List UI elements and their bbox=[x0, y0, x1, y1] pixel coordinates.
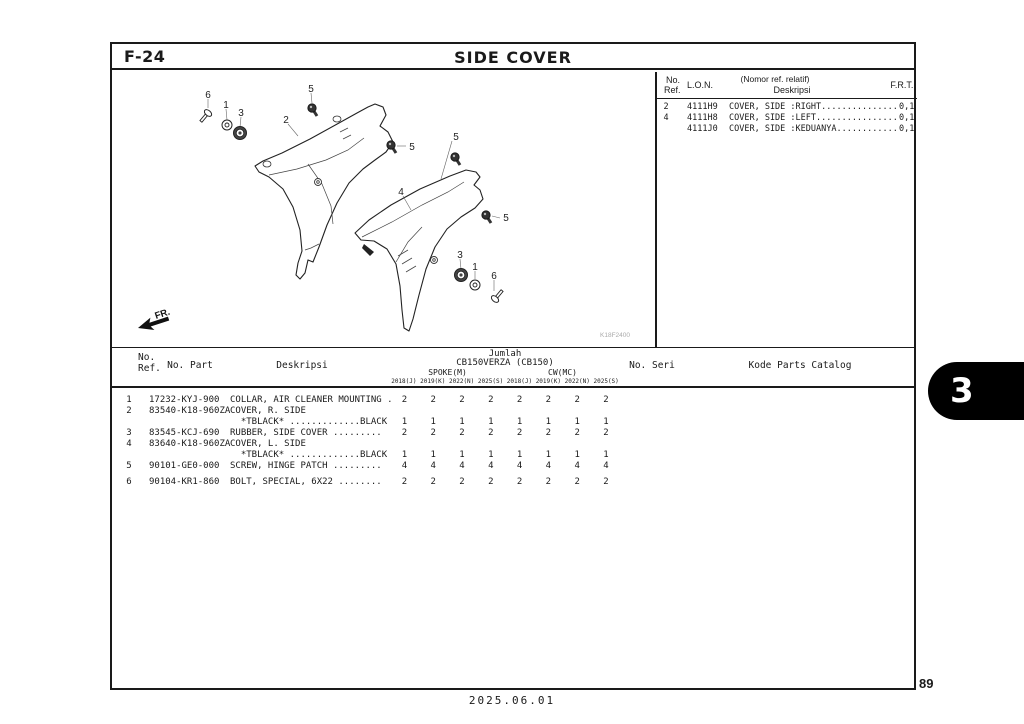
ref-cell bbox=[112, 417, 146, 428]
ref-col-no: No. bbox=[666, 75, 681, 85]
col-model: CB150VERZA (CB150) bbox=[456, 358, 554, 368]
fr-arrow-label: FR. bbox=[153, 306, 172, 322]
ref-cell bbox=[112, 450, 146, 461]
qty-cell: 2 bbox=[574, 477, 580, 487]
qty-cell: 4 bbox=[603, 461, 609, 471]
qty-cell: 2 bbox=[574, 395, 580, 405]
desc-cell: SCREW, HINGE PATCH ......... bbox=[230, 461, 382, 471]
desc-cell: RUBBER, SIDE COVER ......... bbox=[230, 428, 382, 438]
qty-cell: 4 bbox=[430, 461, 436, 471]
callout-2: 2 bbox=[283, 115, 289, 126]
qty-cell: 4 bbox=[516, 461, 523, 471]
callout-5: 5 bbox=[409, 142, 415, 153]
ref-col-deskripsi: Deskripsi bbox=[773, 85, 811, 95]
qty-cell: 2 bbox=[459, 428, 465, 438]
col-jumlah: Jumlah bbox=[488, 349, 522, 359]
desc-cell: COVER, SIDE :LEFT................ bbox=[729, 113, 898, 123]
col-spoke: SPOKE(M) bbox=[428, 368, 467, 377]
callout-5: 5 bbox=[503, 213, 509, 224]
qty-cell: 2 bbox=[545, 395, 552, 405]
desc-cell: *TBLACK* .............BLACK bbox=[230, 417, 388, 427]
qty-cell: 2 bbox=[516, 477, 523, 487]
desc-cell: BOLT, SPECIAL, 6X22 ........ bbox=[230, 477, 382, 487]
qty-cell: 1 bbox=[574, 450, 580, 460]
table-row bbox=[112, 439, 914, 450]
col-no-part: No. Part bbox=[167, 360, 213, 371]
qty-cell: 2 bbox=[401, 477, 408, 487]
qty-cell: 2 bbox=[603, 428, 609, 438]
frt-cell: 0,1 bbox=[899, 102, 915, 112]
ref-col-relatif: (Nomor ref. relatif) bbox=[740, 74, 810, 84]
qty-cell: 1 bbox=[574, 417, 580, 427]
callout-3: 3 bbox=[457, 250, 463, 261]
ref-cell: 2 bbox=[663, 102, 669, 112]
callout-5: 5 bbox=[453, 132, 459, 143]
screw-glyph bbox=[387, 141, 396, 153]
qty-cell: 2 bbox=[459, 395, 465, 405]
parts-table-rows bbox=[112, 392, 914, 488]
qty-cell: 1 bbox=[430, 417, 436, 427]
col-ref: Ref. bbox=[138, 363, 161, 374]
qty-cell: 2 bbox=[516, 428, 523, 438]
qty-cell: 2 bbox=[488, 428, 494, 438]
page-title: SIDE COVER bbox=[454, 48, 572, 67]
chapter-tab bbox=[928, 362, 1024, 420]
qty-cell: 2 bbox=[516, 395, 523, 405]
exploded-diagram bbox=[112, 72, 655, 347]
bolt-glyph bbox=[198, 108, 213, 124]
top-section bbox=[112, 72, 914, 347]
table-row bbox=[112, 417, 914, 428]
qty-cell: 1 bbox=[401, 417, 408, 427]
qty-cell: 1 bbox=[459, 417, 465, 427]
grommet-glyph bbox=[234, 127, 247, 140]
qty-cell: 2 bbox=[401, 428, 408, 438]
desc-cell: COVER, R. SIDE bbox=[230, 406, 306, 416]
footer-date: 2025.06.01 bbox=[468, 694, 556, 707]
qty-cell: 2 bbox=[430, 395, 436, 405]
qty-cell: 2 bbox=[545, 477, 552, 487]
ref-cell bbox=[657, 124, 675, 135]
part-cell: 83545-KCJ-690 bbox=[149, 428, 220, 438]
desc-cell: COLLAR, AIR CLEANER MOUNTING . bbox=[230, 395, 393, 405]
ref-table-row bbox=[657, 102, 917, 113]
table-row bbox=[112, 477, 914, 488]
qty-cell: 1 bbox=[430, 450, 436, 460]
bolt-glyph bbox=[490, 288, 505, 304]
ref-cell: 4 bbox=[663, 113, 669, 123]
qty-cell: 1 bbox=[545, 417, 552, 427]
years-row: 2018(J) 2019(K) 2022(N) 2025(S) 2018(J) 2019(K) 2022(N) 2025(S) bbox=[391, 378, 619, 385]
page-number: 89 bbox=[919, 676, 934, 691]
screw-glyph bbox=[308, 104, 317, 116]
qty-cell: 2 bbox=[545, 428, 552, 438]
qty-cell: 2 bbox=[488, 395, 494, 405]
ref-variant-panel bbox=[655, 72, 917, 347]
collar-glyph bbox=[470, 280, 480, 290]
part-cell: 83540-K18-960ZA bbox=[149, 406, 231, 416]
qty-cell: 4 bbox=[459, 461, 465, 471]
callout-4: 4 bbox=[398, 187, 404, 198]
desc-cell: COVER, L. SIDE bbox=[230, 439, 306, 449]
col-cw: CW(MC) bbox=[548, 368, 577, 377]
callout-5: 5 bbox=[308, 84, 314, 95]
qty-cell: 1 bbox=[401, 450, 408, 460]
qty-cell: 1 bbox=[603, 417, 609, 427]
frt-cell: 0,1 bbox=[899, 124, 915, 134]
qty-cell: 2 bbox=[488, 477, 494, 487]
page-frame bbox=[110, 42, 916, 690]
chapter-tab-number: 3 bbox=[950, 371, 974, 411]
ref-col-frt: F.R.T. bbox=[890, 80, 914, 90]
ref-cell: 1 bbox=[126, 395, 132, 405]
desc-cell: COVER, SIDE :KEDUANYA............ bbox=[729, 124, 898, 134]
callout-1: 1 bbox=[223, 100, 229, 111]
callout-3: 3 bbox=[238, 108, 244, 119]
lon-cell: 4111H9 bbox=[687, 102, 718, 112]
ref-cell: 2 bbox=[126, 406, 132, 416]
qty-cell: 2 bbox=[574, 428, 580, 438]
table-row bbox=[112, 428, 914, 439]
qty-cell: 2 bbox=[401, 395, 408, 405]
ref-cell: 4 bbox=[126, 439, 132, 449]
ref-table-row bbox=[657, 113, 917, 124]
ref-table-header bbox=[657, 72, 917, 99]
col-deskripsi: Deskripsi bbox=[276, 360, 328, 371]
desc-cell: COVER, SIDE :RIGHT............... bbox=[729, 102, 898, 112]
col-kode: Kode Parts Catalog bbox=[748, 360, 852, 371]
side-cover-figure bbox=[112, 72, 655, 347]
qty-cell: 2 bbox=[603, 395, 609, 405]
qty-cell: 2 bbox=[459, 477, 465, 487]
part-cell bbox=[146, 450, 230, 461]
screw-glyph bbox=[451, 153, 460, 165]
part-cell: 90101-GE0-000 bbox=[149, 461, 220, 471]
parts-table-header bbox=[112, 347, 914, 388]
ref-table-rows bbox=[657, 102, 917, 135]
qty-cell: 1 bbox=[459, 450, 465, 460]
ref-cell: 6 bbox=[126, 477, 132, 487]
collar-glyph bbox=[222, 120, 232, 130]
qty-cell: 1 bbox=[488, 417, 494, 427]
lon-cell: 4111J0 bbox=[687, 124, 718, 134]
qty-cell: 1 bbox=[545, 450, 552, 460]
part-cell: 90104-KR1-860 bbox=[149, 477, 220, 487]
callout-1: 1 bbox=[472, 262, 478, 273]
qty-cell: 1 bbox=[488, 450, 494, 460]
qty-cell: 1 bbox=[516, 450, 523, 460]
table-row bbox=[112, 395, 914, 406]
col-no-seri: No. Seri bbox=[629, 360, 675, 371]
table-row bbox=[112, 450, 914, 461]
callout-6: 6 bbox=[491, 271, 497, 282]
part-cell: 83640-K18-960ZA bbox=[149, 439, 231, 449]
table-row bbox=[112, 406, 914, 417]
desc-cell: *TBLACK* .............BLACK bbox=[230, 450, 388, 460]
qty-cell: 4 bbox=[401, 461, 408, 471]
section-code: F-24 bbox=[124, 47, 166, 66]
figure-code: K18F2400 bbox=[600, 332, 630, 339]
qty-cell: 2 bbox=[603, 477, 609, 487]
part-cell bbox=[146, 417, 230, 428]
frt-cell: 0,1 bbox=[899, 113, 915, 123]
qty-cell: 2 bbox=[430, 477, 436, 487]
ref-col-lon: L.O.N. bbox=[687, 80, 714, 90]
ref-col-ref: Ref. bbox=[664, 85, 681, 95]
callout-6: 6 bbox=[205, 90, 211, 101]
qty-cell: 4 bbox=[574, 461, 580, 471]
qty-cell: 4 bbox=[488, 461, 494, 471]
qty-cell: 4 bbox=[545, 461, 552, 471]
grommet-glyph bbox=[455, 269, 468, 282]
qty-cell: 2 bbox=[430, 428, 436, 438]
col-no: No. bbox=[138, 352, 156, 363]
ref-cell: 5 bbox=[126, 461, 132, 471]
title-bar bbox=[112, 44, 914, 70]
qty-cell: 1 bbox=[603, 450, 609, 460]
qty-cell: 1 bbox=[516, 417, 523, 427]
ref-table-row bbox=[657, 124, 917, 135]
cover-left-side-shape bbox=[355, 170, 483, 331]
table-row bbox=[112, 461, 914, 472]
part-cell: 17232-KYJ-900 bbox=[149, 395, 220, 405]
lon-cell: 4111H8 bbox=[687, 113, 718, 123]
screw-glyph bbox=[482, 211, 491, 223]
ref-cell: 3 bbox=[126, 428, 132, 438]
